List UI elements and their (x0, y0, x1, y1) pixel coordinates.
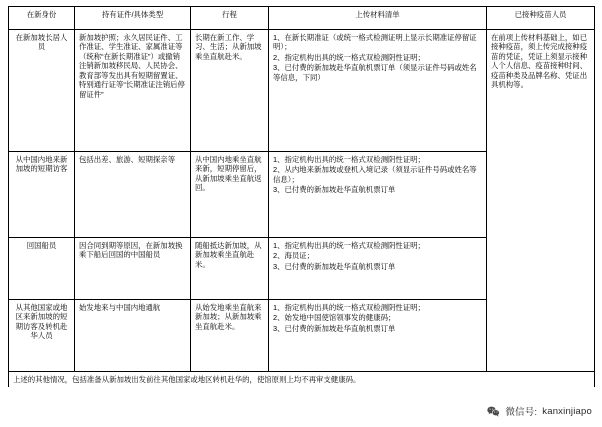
cell-footnote: 上述的其他情况，包括准备从新加坡出发前往其他国家或地区转机赴华的，使馆原则上均不再审支健康码。 (9, 372, 595, 388)
cell-documents: 新加坡护照；永久居民证件、工作准证、学生准证、家属准证等（统称“在新长期准证”）或撤销注销新加坡移民局、人民协会、教育部等发出具有短期留置证、特别通行证等“长期准证注销后停留证件” (75, 30, 191, 152)
upload-item: 3、已付费的新加坡赴华直航机票订单 (273, 261, 396, 271)
upload-item: 1、指定机构出具的统一格式双检测阴性证明； (273, 241, 425, 250)
cell-status: 在新加坡长居人员 (9, 30, 75, 152)
table-header-row (9, 7, 595, 30)
upload-item: 3、已付费的新加坡赴华直航机票订单 (273, 323, 396, 333)
header-route: 行程 (191, 7, 269, 30)
header-upload-list: 上传材料清单 (269, 7, 487, 30)
upload-list (273, 303, 482, 333)
cell-upload (269, 300, 487, 372)
header-status: 在新身份 (9, 7, 75, 30)
cell-route: 随船抵达新加坡，从新加坡乘坐直航赴米。 (191, 238, 269, 300)
cell-route: 从始发地乘坐直航来新加坡；从新加坡乘坐直航赴米。 (191, 300, 269, 372)
cell-status: 从其他国家或地区来新加坡的短期访客及转机赴华人员 (9, 300, 75, 372)
cell-documents: 包括出差、旅游、短期探亲等 (75, 152, 191, 238)
table-row (9, 30, 595, 152)
upload-item: 1、指定机构出具的统一格式双检测阴性证明； (273, 303, 425, 312)
wechat-icon (487, 406, 500, 417)
cell-documents: 始发地来与中国内地通航 (75, 300, 191, 372)
wechat-label: 微信号: (505, 407, 538, 418)
upload-item: 2、海员证； (273, 251, 315, 261)
cell-status: 回国船员 (9, 238, 75, 300)
requirements-table (8, 6, 595, 388)
cell-route: 长期在新工作、学习、生活；从新加坡乘坐直航赴米。 (191, 30, 269, 152)
upload-list (273, 241, 482, 271)
cell-upload (269, 30, 487, 152)
page-footer (0, 387, 602, 427)
cell-route: 从中国内地乘坐直航来新，短期停留后，从新加坡乘坐直航返回。 (191, 152, 269, 238)
cell-upload (269, 152, 487, 238)
cell-upload (269, 238, 487, 300)
header-documents: 持有证件/具体类型 (75, 7, 191, 30)
upload-list (273, 155, 482, 195)
upload-item: 1、指定机构出具的统一格式双检测阴性证明； (273, 155, 425, 164)
upload-list (273, 33, 482, 82)
upload-item: 2、始发地中国使馆领事发的健康码； (273, 313, 396, 323)
upload-item: 1、在新长期准证（或统一格式检测证明上显示长期准证停留证明）； (273, 33, 477, 52)
table-footnote-row (9, 372, 595, 388)
upload-item: 3、已付费的新加坡赴华直航机票订单（须显示证件号码或姓名等信息，下同） (273, 63, 477, 82)
upload-item: 3、已付费的新加坡赴华直航机票订单 (273, 185, 396, 195)
wechat-credit (487, 404, 592, 418)
upload-item: 2、指定机构出具的统一格式双检测阴性证明； (273, 52, 425, 62)
header-vaccinated: 已接种疫苗人员 (487, 7, 595, 30)
cell-status: 从中国内地来新加坡的短期访客 (9, 152, 75, 238)
upload-item: 2、从内地来新加坡或登机入境记录（须显示证件号码或姓名等信息）； (273, 165, 477, 184)
cell-vaccination-note: 在前项上传材料基础上，如已接种疫苗，须上传完成接种疫苗的凭证，凭证上须显示接种人个人信息、疫苗接种时间、疫苗种类及品牌名称、凭证出具机构等。 (487, 30, 595, 372)
document-page (0, 6, 602, 427)
cell-documents: 因合同到期等原因，在新加坡换乘下船后回国的中国船员 (75, 238, 191, 300)
wechat-id: kanxinjiapo (542, 405, 592, 417)
